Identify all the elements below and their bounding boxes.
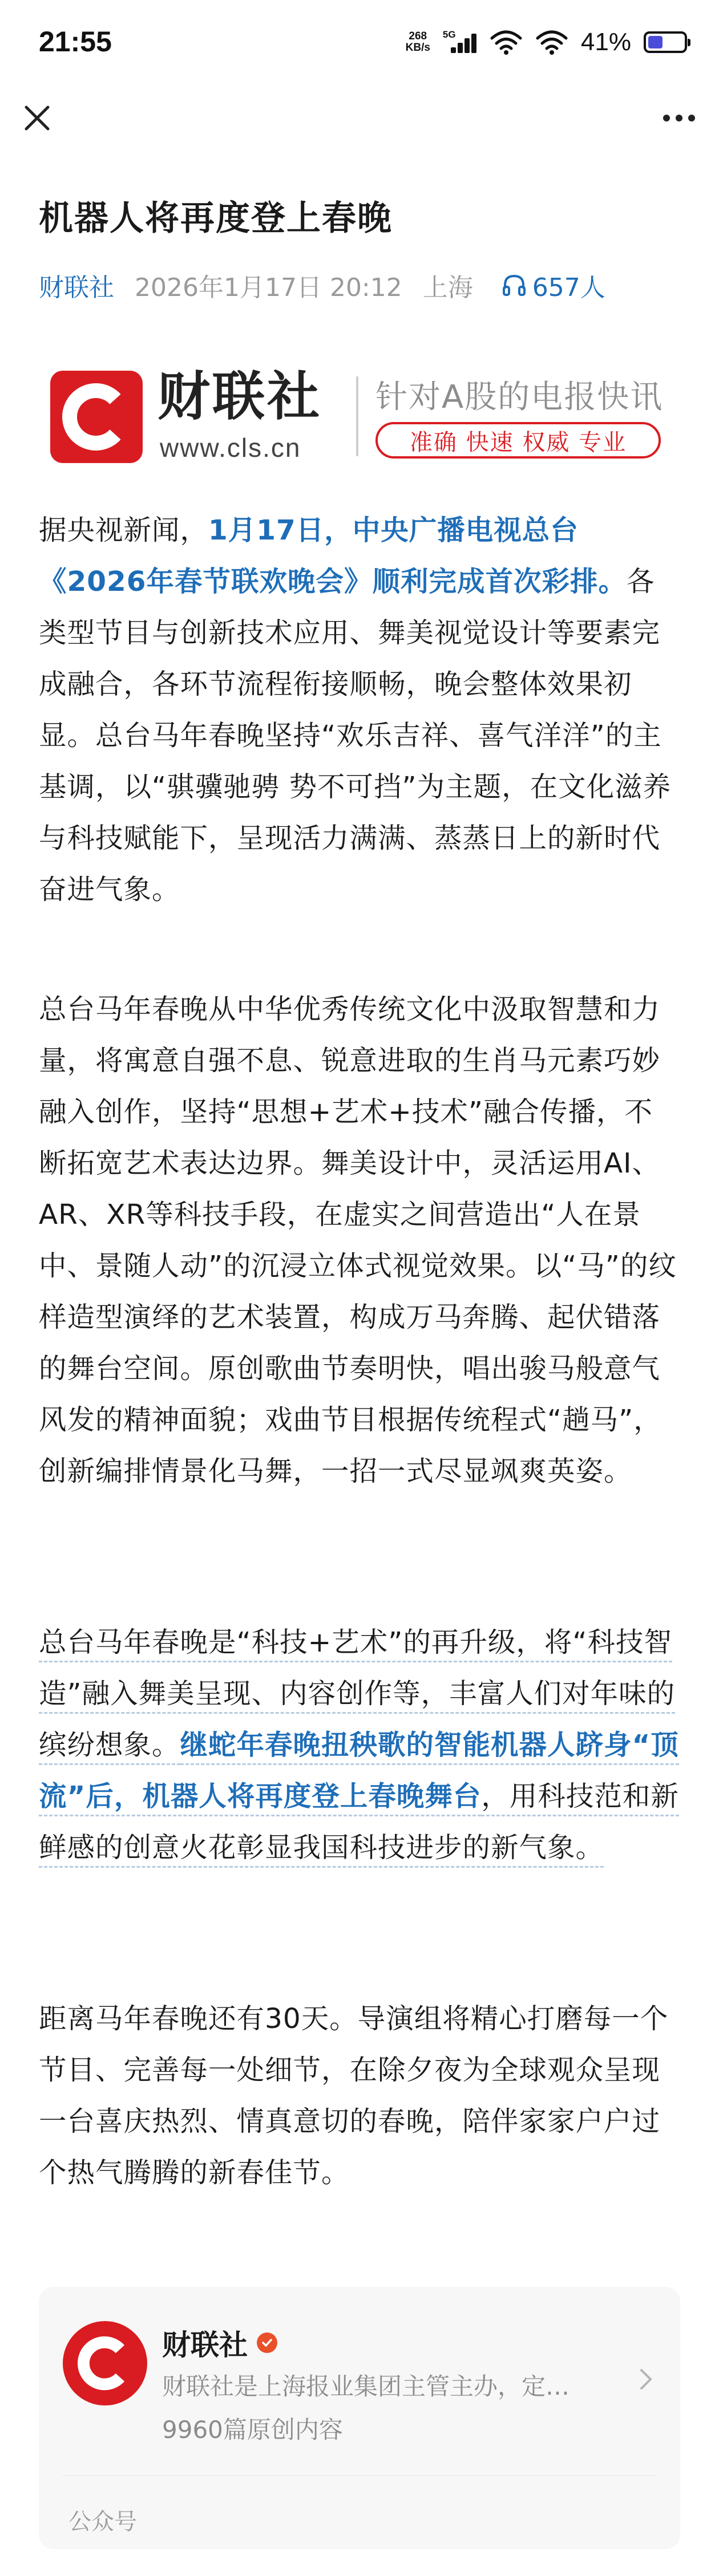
paragraph-1-highlight: 1月17日，中央广播电视总台《2026年春节联欢晚会》顺利完成首次彩排。 (39, 514, 627, 598)
brand-logo (50, 371, 143, 463)
network-type: 5G (442, 29, 456, 40)
author-description: 财联社是上海报业集团主管主办，定… (162, 2372, 570, 2400)
source-link[interactable]: 财联社 (39, 273, 114, 302)
banner-divider (356, 376, 358, 456)
top-nav (0, 86, 719, 148)
more-icon-dot (676, 115, 682, 121)
paragraph-1-intro: 据央视新闻， (39, 514, 209, 546)
paragraph-3-intro: 总台马年春晚是“科技+艺术”的再升级，将“科技智造”融入舞美呈现、内容创作等，丰富人们对年味的缤纷想象。 (39, 1626, 675, 1765)
network-speed-unit: KB/s (405, 42, 430, 54)
article-meta (39, 267, 605, 303)
wifi-icon-secondary (535, 29, 568, 55)
wifi-icon (490, 29, 523, 55)
listener-count: 657人 (532, 273, 605, 302)
brand-url: www.cls.cn (160, 433, 301, 463)
author-name-row (162, 2322, 277, 2363)
paragraph-1-rest: 各类型节目与创新技术应用、舞美视觉设计等要素完成融合，各环节流程衔接顺畅，晚会整体效果初显。总台马年春晚坚持“欢乐吉祥、喜气洋洋”的主基调，以“骐骥驰骋 势不可挡”为主题，在文化滋养与科技赋能下，呈现活力满满、蒸蒸日上的新时代奋进气象。 (39, 566, 672, 906)
article-title: 机器人将再度登上春晚 (39, 198, 393, 238)
cellular-signal-icon (443, 29, 477, 55)
more-button[interactable] (656, 98, 702, 138)
paragraph-3-rest: ，用科技范和新鲜感的创意火花彰显我国科技进步的新气象。 (39, 1780, 679, 1868)
more-icon-dot (663, 115, 670, 121)
author-card[interactable] (39, 2287, 680, 2549)
verified-badge-icon (257, 2332, 277, 2353)
brand-banner (39, 354, 680, 468)
listen-button[interactable] (502, 267, 605, 303)
article-paragraph-3 (39, 1617, 680, 1873)
author-name: 财联社 (162, 2328, 248, 2362)
headphones-icon (502, 273, 527, 298)
more-icon-dot (688, 115, 695, 121)
status-time: 21:55 (39, 26, 112, 58)
publish-date: 2026年1月17日 20:12 (135, 273, 402, 302)
network-speed-value: 268 (409, 30, 427, 42)
brand-slogan: 针对A股的电报快讯 (375, 379, 664, 416)
card-divider (63, 2475, 656, 2476)
network-speed (406, 31, 430, 54)
close-icon (24, 105, 50, 131)
brand-tagline: 准确 快速 权威 专业 (375, 422, 661, 459)
author-article-count: 9960篇原创内容 (162, 2416, 343, 2444)
battery-fill (648, 36, 663, 48)
battery-icon (644, 31, 687, 53)
cls-logo-icon (75, 2334, 135, 2393)
status-icons (406, 25, 687, 59)
cls-logo-icon (59, 380, 134, 454)
article-paragraph-1 (39, 505, 680, 915)
article-paragraph-2: 总台马年春晚从中华优秀传统文化中汲取智慧和力量，将寓意自强不息、锐意进取的生肖马元素巧妙融入创作，坚持“思想+艺术+技术”融合传播，不断拓宽艺术表达边界。舞美设计中，灵活运用AI、AR、XR等科技手段，在虚实之间营造出“人在景中、景随人动”的沉浸立体式视觉效果。以“马”的纹样造型演绎的艺术装置，构成万马奔腾、起伏错落的舞台空间。原创歌曲节奏明快，唱出骏马般意气风发的精神面貌；戏曲节目根据传统程式“趟马”，创新编排情景化马舞，一招一式尽显飒爽英姿。 (39, 993, 677, 1487)
publish-location: 上海 (422, 273, 473, 302)
battery-percent: 41% (580, 28, 631, 56)
close-button[interactable] (17, 98, 57, 138)
status-bar (0, 0, 719, 86)
article-paragraph-4: 距离马年春晚还有30天。导演组将精心打磨每一个节目、完善每一处细节，在除夕夜为全球观众呈现一台喜庆热烈、情真意切的春晚，陪伴家家户户过个热气腾腾的新春佳节。 (39, 2003, 669, 2189)
brand-name: 财联社 (157, 366, 322, 427)
paragraph-3-highlight: 继蛇年春晚扭秧歌的智能机器人跻身“顶流”后，机器人将再度登上春晚舞台 (39, 1729, 679, 1816)
author-avatar (63, 2321, 147, 2405)
chevron-right-icon[interactable] (635, 2362, 657, 2396)
card-footer-label: 公众号 (68, 2509, 137, 2535)
